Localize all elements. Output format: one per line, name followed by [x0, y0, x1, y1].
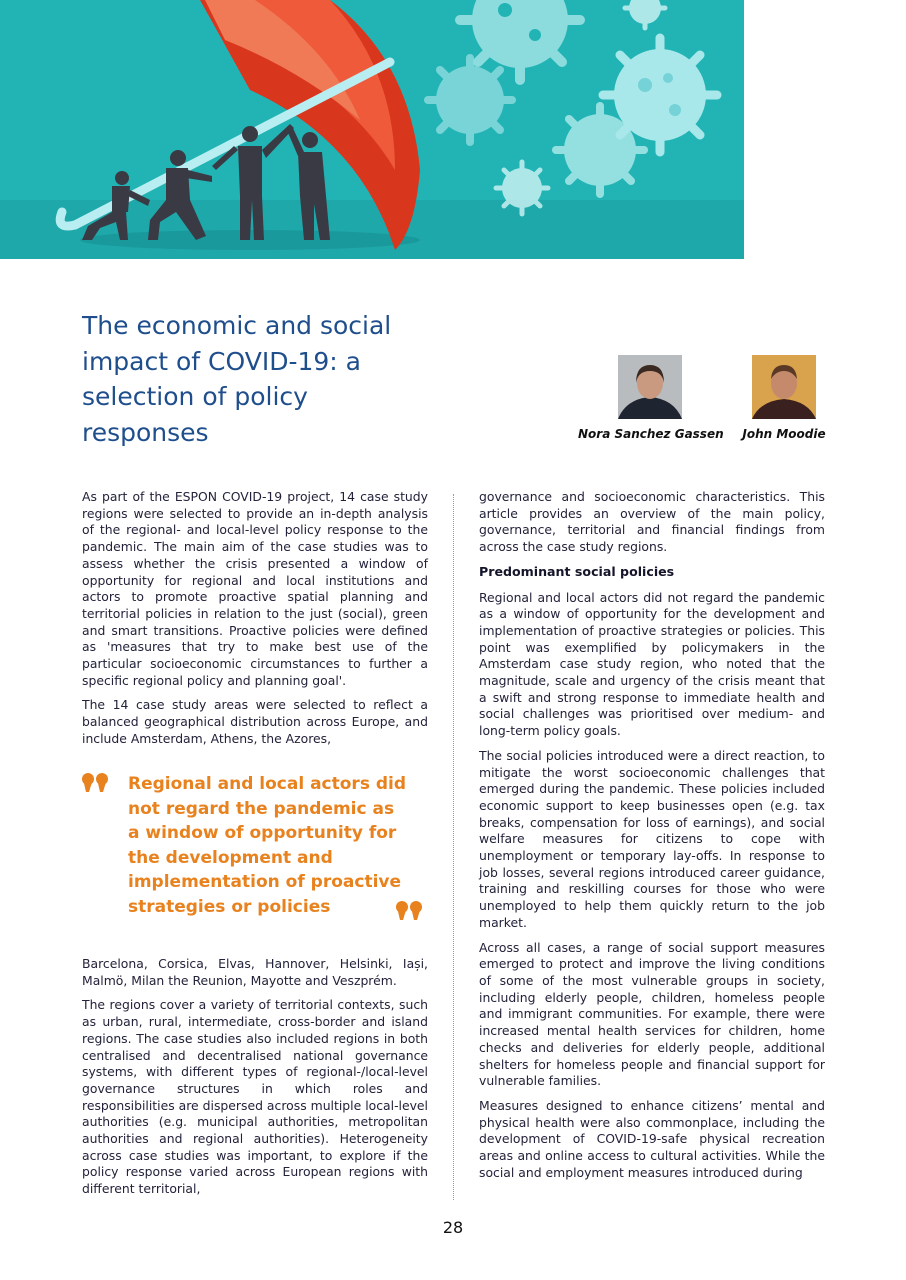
- paragraph: Measures designed to enhance citizens’ mental and physical health were also commonplace, including the development of COVID-19-safe physical recreation areas and online access to cultural activities. While the social and employment measures introduced during: [479, 1097, 825, 1180]
- open-quote-icon: [82, 772, 110, 794]
- author-card: [578, 355, 722, 441]
- left-column: [82, 489, 428, 756]
- author-name: John Moodie: [742, 427, 826, 441]
- pull-quote-text: Regional and local actors did not regard the pandemic as a window of opportunity for the development and implementation of proactive strategies or policies: [128, 774, 407, 917]
- author-name: Nora Sanchez Gassen: [578, 427, 724, 441]
- author-card: [738, 355, 830, 441]
- section-heading: Predominant social policies: [479, 563, 675, 579]
- close-quote-icon: [396, 900, 424, 922]
- article-title: The economic and social impact of COVID-19: a selection of policy responses: [82, 311, 392, 447]
- paragraph: The regions cover a variety of territorial contexts, such as urban, rural, intermediate, cross-border and island regions. The case studies also included regions in both centralised and decentralised national governance systems, with different types of regional-/local-level governance structures in which roles and responsibilities are dispersed across multiple local-level authorities (e.g. municipal authorities, metropolitan authorities and regional authorities). Heterogeneity across case studies was important, to explore if the policy response varied across European regions with different territorial,: [82, 997, 428, 1197]
- paragraph: The social policies introduced were a direct reaction, to mitigate the worst socioeconomic challenges that emerged during the pandemic. These policies included economic support to keep businesses open (e.g. tax breaks, compensation for loss of earnings), and social welfare measures for citizens to cope with unemployment or temporary lay-offs. In response to job losses, several regions introduced career guidance, training and reskilling courses for those who were unemployed to help them quickly return to the job market.: [479, 747, 825, 930]
- paragraph: The 14 case study areas were selected to reflect a balanced geographical distribution across Europe, and include Amsterdam, Athens, the Azores,: [82, 697, 428, 746]
- virus-icon: [428, 58, 512, 142]
- hero-illustration: [0, 0, 744, 259]
- paragraph: governance and socioeconomic characteristics. This article provides an overview of the main policy, governance, territorial and financial findings from across the case study regions.: [479, 489, 825, 555]
- author-photo: [752, 355, 816, 419]
- page-number: 28: [442, 1218, 464, 1237]
- virus-icon: [556, 106, 644, 194]
- paragraph: Across all cases, a range of social support measures emerged to protect and improve the living conditions of some of the most vulnerable groups in society, including elderly people, children, homeless people and immigrant communities. For example, there were increased mental health services for children, home checks and deliveries for elderly people, additional shelters for homeless people and financial support for vulnerable families.: [479, 939, 825, 1089]
- paragraph: As part of the ESPON COVID-19 project, 14 case study regions were selected to provide an in-depth analysis of the regional- and local-level policy response to the pandemic. The main aim of the case studies was to assess whether the crisis presented a window of opportunity for regional and local institutions and actors to promote proactive spatial planning and territorial policies in relation to the just (social), green and smart transitions. Proactive policies were defined as 'measures that try to make best use of the particular socioeconomic circumstances to further a specific regional policy and planning goal'.: [82, 489, 428, 688]
- column-divider: [453, 494, 454, 1200]
- hero-illustration-art: [0, 0, 744, 259]
- paragraph: Barcelona, Corsica, Elvas, Hannover, Helsinki, Iași, Malmö, Milan the Reunion, Mayotte and Veszprém.: [82, 956, 428, 988]
- paragraph: Regional and local actors did not regard the pandemic as a window of opportunity for the development and implementation of proactive strategies or policies. This point was exemplified by policymakers in the Amsterdam case study region, who noted that the magnitude, scale and urgency of the crisis meant that a swift and strong response to immediate health and social challenges was prioritised over medium- and long-term policy goals.: [479, 589, 825, 739]
- virus-icon: [496, 162, 548, 214]
- author-photo: [618, 355, 682, 419]
- right-column: [479, 489, 825, 1189]
- left-column-continued: [82, 956, 428, 1206]
- pull-quote: [82, 772, 428, 932]
